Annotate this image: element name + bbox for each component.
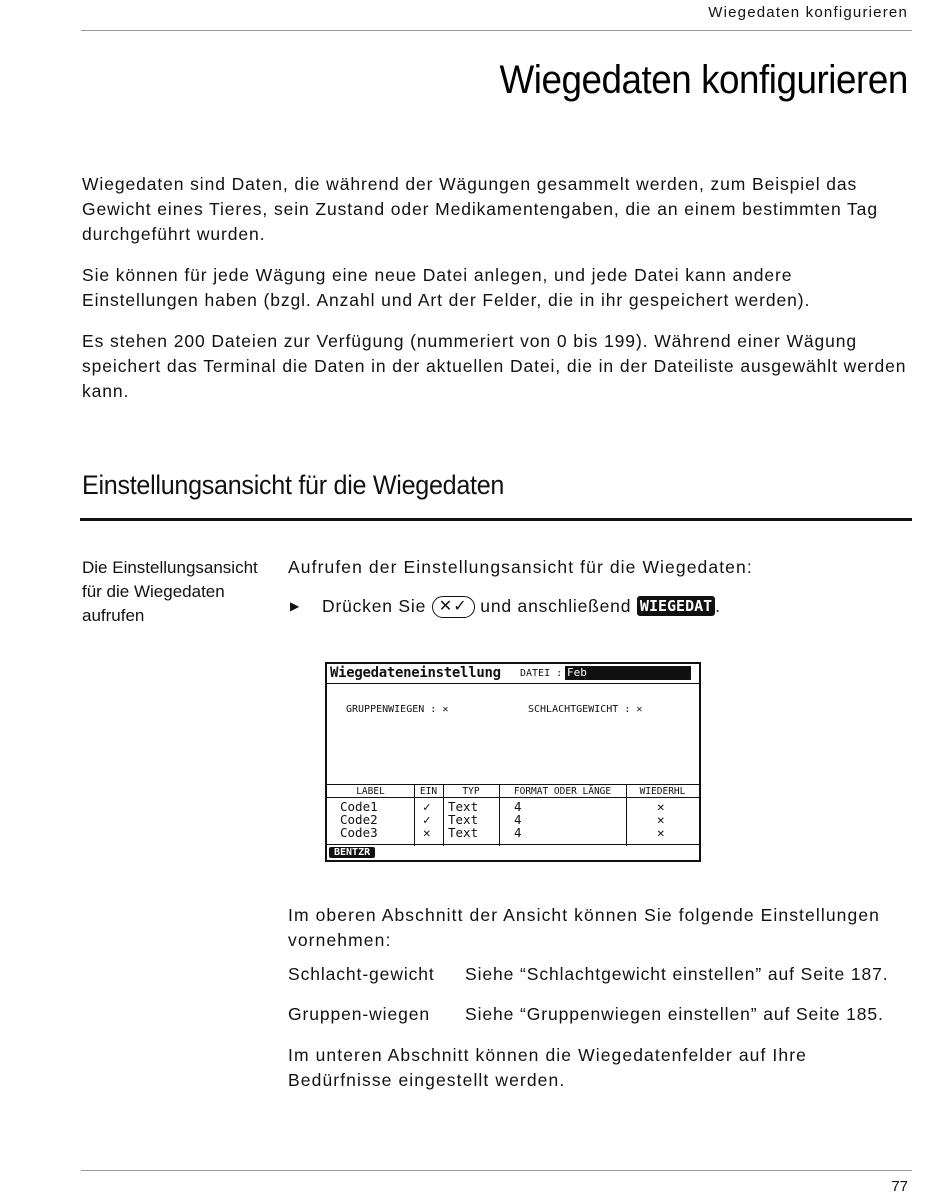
terminal-softkey-bar: [327, 844, 699, 860]
step-suffix: .: [715, 596, 721, 616]
definition-row: [288, 1004, 884, 1025]
intro-paragraph-1: Wiegedaten sind Daten, die während der Wägungen gesammelt werden, zum Beispiel das Gewicht eines Tieres, sein Zustand oder Medikamentengaben, die an einem bestimmten Tag durchgeführt wurden.: [82, 174, 878, 244]
definition-text: Siehe “Schlachtgewicht einstellen” auf Seite 187.: [465, 964, 889, 984]
column-header-label: LABEL: [356, 786, 385, 797]
section-heading: Einstellungsansicht für die Wiegedaten: [82, 470, 505, 500]
table-rule-header: [327, 797, 699, 798]
benutzer-softkey: BENTZR: [329, 847, 375, 858]
table-cell: Code1: [340, 799, 378, 814]
cross-icon: ✕: [657, 799, 665, 814]
procedure-step: [288, 593, 721, 619]
upper-section-intro: Im oberen Abschnitt der Ansicht können Sie folgende Einstellungen vornehmen:: [288, 905, 880, 950]
table-cell: Text: [448, 825, 479, 840]
intro-text: [82, 172, 912, 420]
table-cell: Code2: [340, 812, 378, 827]
data-field-table: [327, 784, 699, 846]
step-prefix: Drücken Sie: [322, 596, 427, 616]
terminal-titlebar: [327, 664, 699, 684]
intro-paragraph-2: Sie können für jede Wägung eine neue Datei anlegen, und jede Datei kann andere Einstellungen haben (bzgl. Anzahl und Art der Felder, die in ihr gespeichert werden).: [82, 265, 811, 310]
wiegedat-softkey: WIEGEDAT: [637, 596, 715, 616]
table-rule-top: [327, 784, 699, 785]
page-title: Wiegedaten konfigurieren: [499, 58, 908, 102]
enter-key-icon: ✕✓: [432, 596, 475, 618]
header-rule: [81, 30, 912, 31]
column-header-ein: EIN: [419, 786, 438, 797]
table-cell: 4: [514, 825, 522, 840]
file-label: DATEI :: [520, 668, 563, 679]
column-header-format: FORMAT ODER LÄNGE: [513, 786, 612, 797]
page-number: 77: [891, 1178, 908, 1195]
check-icon: ✓: [423, 799, 431, 814]
column-header-wiederhl: WIEDERHL: [639, 786, 686, 797]
side-label: Die Einstellungsansicht für die Wiegedaten aufrufen: [82, 558, 258, 625]
table-cell: Code3: [340, 825, 378, 840]
bullet-arrow-icon: ▶: [290, 599, 301, 613]
group-weighing-option: GRUPPENWIEGEN : ✕: [346, 704, 449, 715]
procedure-lead: Aufrufen der Einstellungsansicht für die Wiegedaten:: [288, 557, 753, 577]
table-cell: Text: [448, 799, 479, 814]
table-cell: Text: [448, 812, 479, 827]
intro-paragraph-3: Es stehen 200 Dateien zur Verfügung (nummeriert von 0 bis 199). Während einer Wägung speichert das Terminal die Daten in der aktuellen Datei, die in der Dateiliste ausgewählt werden kann.: [82, 331, 907, 401]
footer-rule: [81, 1170, 912, 1171]
definition-term: Gruppen-wiegen: [288, 1004, 430, 1024]
definition-term: Schlacht-gewicht: [288, 964, 435, 984]
check-icon: ✓: [423, 812, 431, 827]
table-cell: 4: [514, 799, 522, 814]
definition-text: Siehe “Gruppenwiegen einstellen” auf Seite 185.: [465, 1004, 884, 1024]
cross-icon: ✕: [657, 812, 665, 827]
lower-section-text: Im unteren Abschnitt können die Wiegedatenfelder auf Ihre Bedürfnisse eingestellt werden.: [288, 1045, 807, 1090]
procedure: [288, 555, 913, 616]
column-header-typ: TYP: [462, 786, 480, 797]
description: [288, 903, 913, 1090]
slaughter-weight-option: SCHLACHTGEWICHT : ✕: [528, 704, 643, 715]
file-field: Feb: [565, 666, 691, 680]
definition-row: [288, 964, 889, 985]
step-middle: und anschließend: [480, 596, 632, 616]
terminal-screenshot: [325, 662, 701, 862]
table-cell: 4: [514, 812, 522, 827]
section-rule: [80, 518, 912, 521]
terminal-title: Wiegedateneinstellung: [330, 665, 501, 681]
running-header: Wiegedaten konfigurieren: [708, 4, 908, 21]
cross-icon: ✕: [657, 825, 665, 840]
cross-icon: ✕: [423, 825, 431, 840]
